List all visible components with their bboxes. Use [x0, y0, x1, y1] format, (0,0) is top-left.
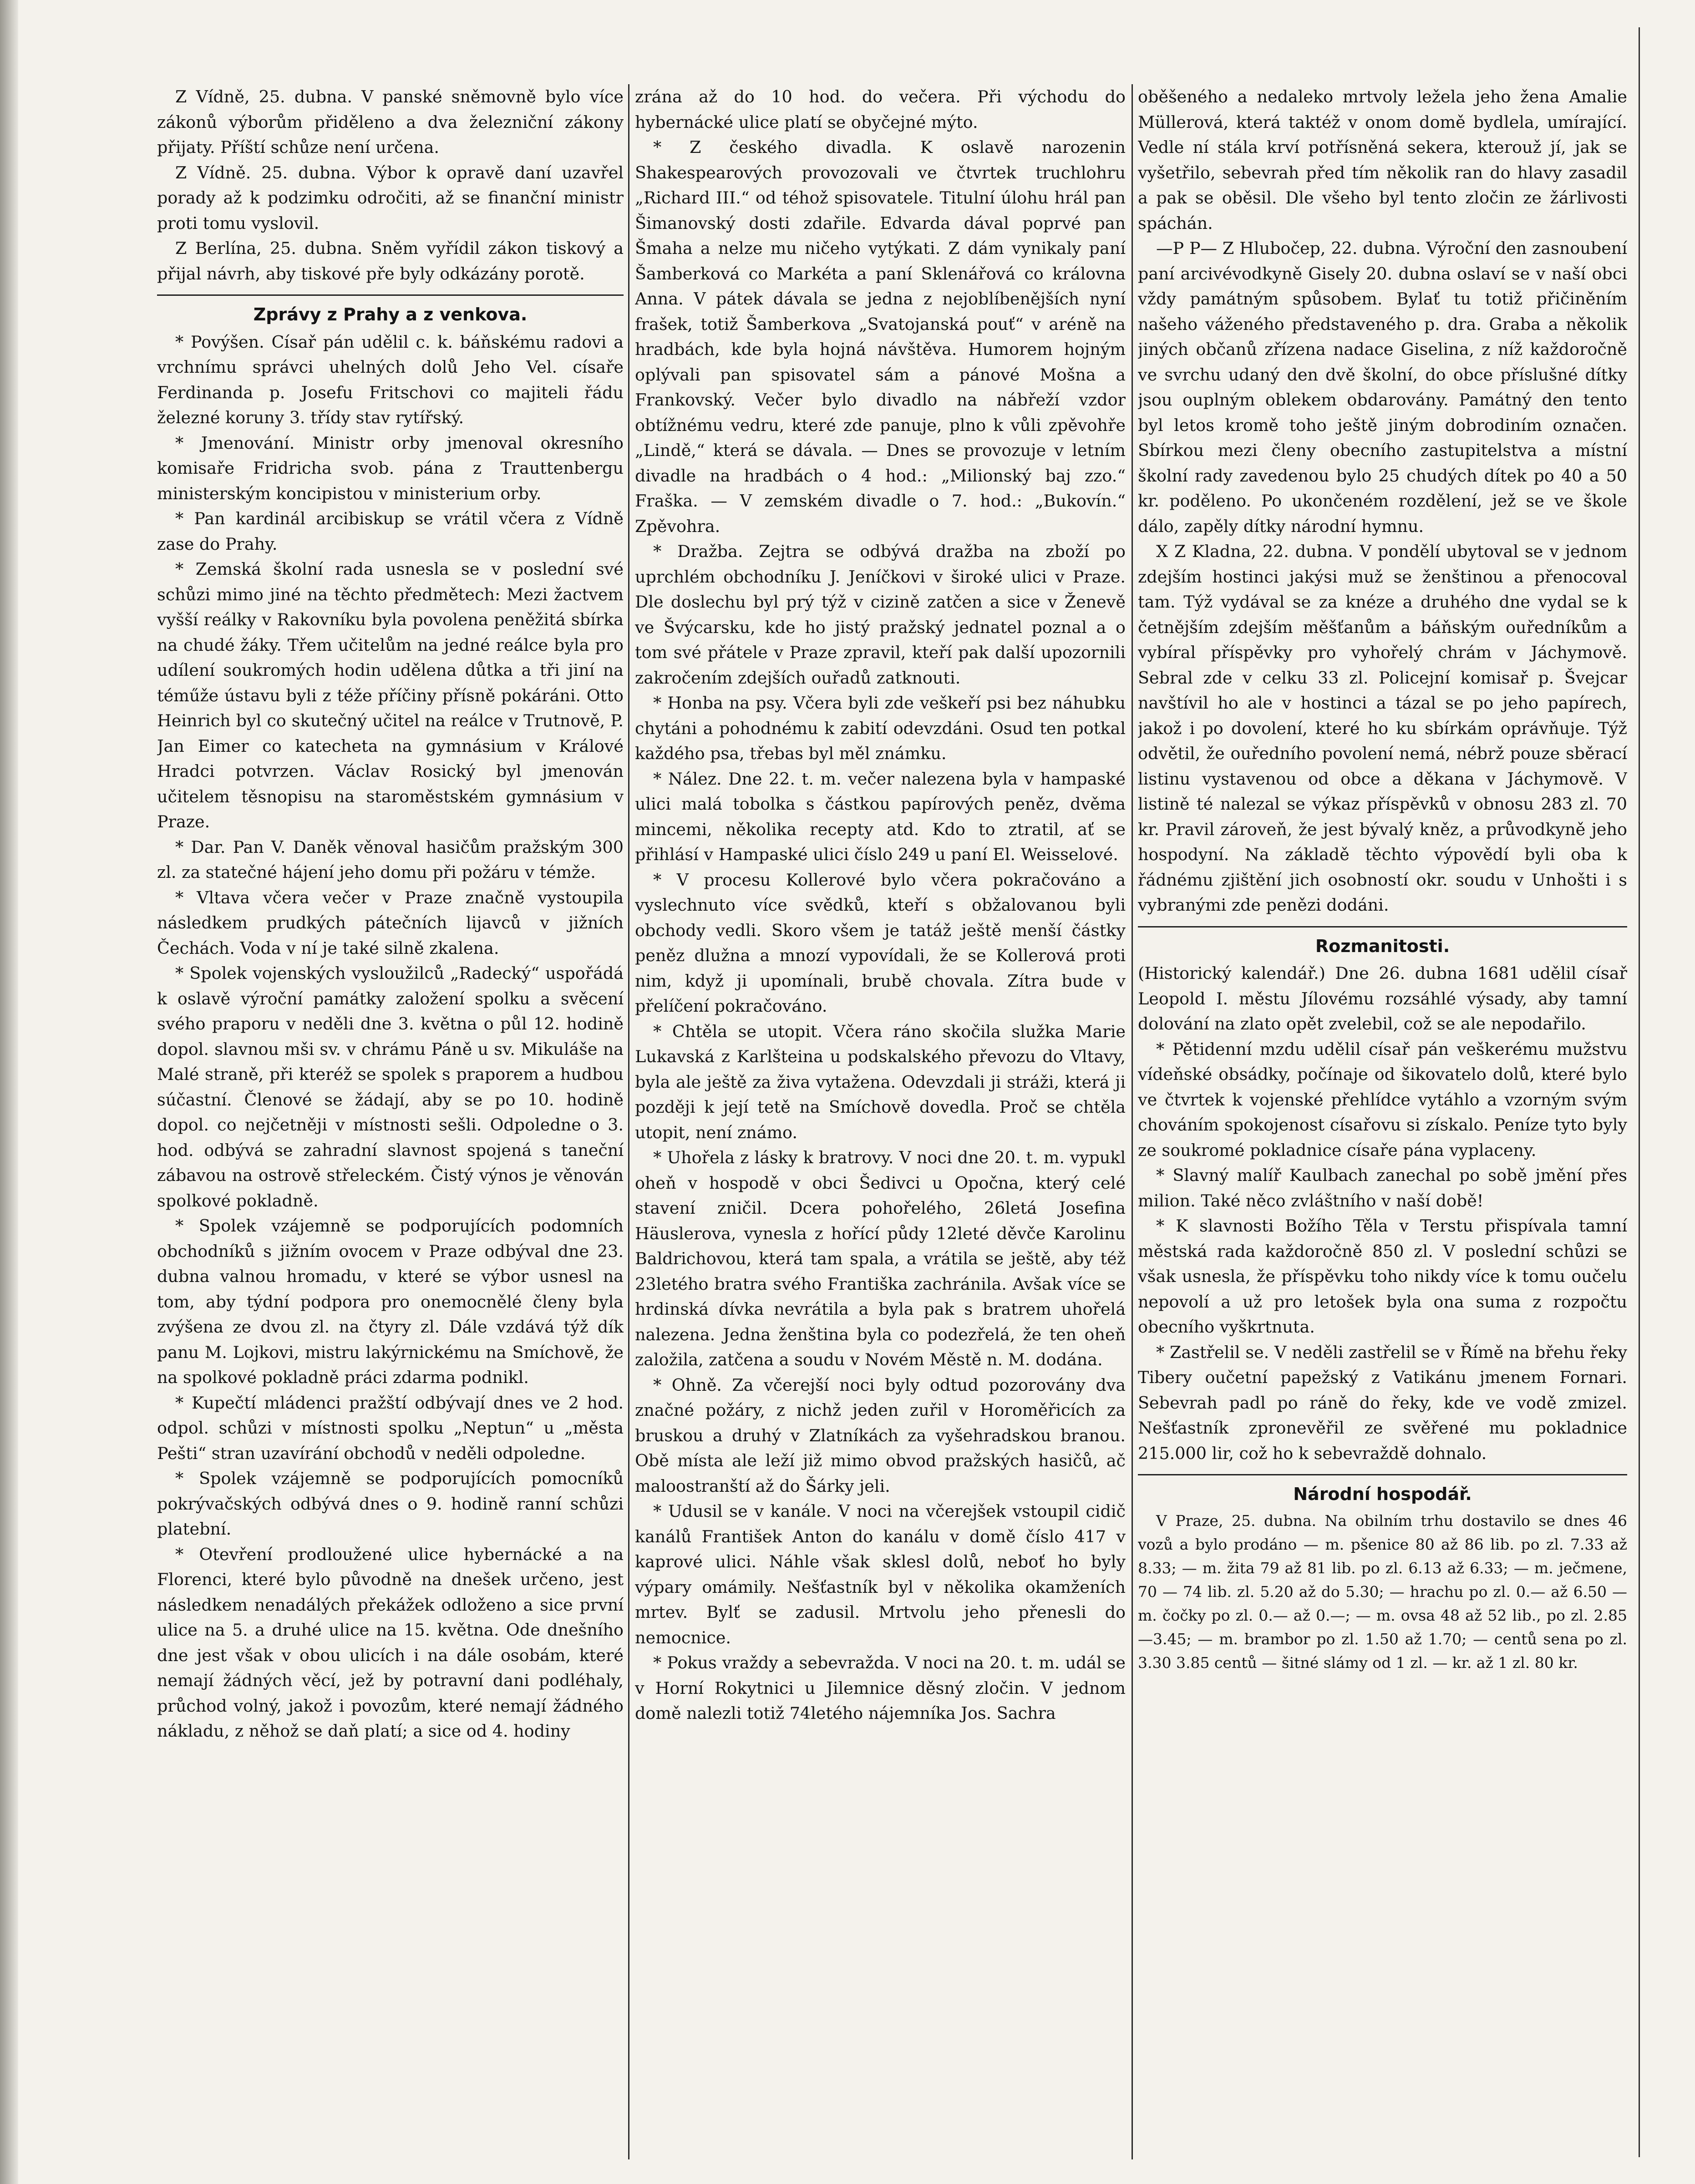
section-rule	[157, 294, 624, 296]
column-3	[1138, 84, 1627, 2159]
telegram-paragraph: Z Vídně, 25. dubna. V panské sněmovně bylo více zákonů výborům přiděleno a dva železniční zákony přijaty. Příští schůze není určena.	[157, 87, 624, 157]
news-item: (Historický kalendář.) Dne 26. dubna 1681 udělil císař Leopold I. městu Jílovému rozsáhlé výsady, aby tamní dolování na zlato opět zvelebil, což se ale nepodařilo.	[1138, 963, 1627, 1034]
news-item: * Nález. Dne 22. t. m. večer nalezena byla v hampaské ulici malá tobolka s částkou papírových peněz, dvěma mincemi, několika recepty atd. Kdo to ztratil, ať se přihlásí v Hampaské ulici číslo 249 u paní El. Weisselové.	[635, 769, 1126, 864]
news-item: * Zastřelil se. V neděli zastřelil se v Římě na břehu řeky Tibery oučetní papežský z Vatikánu jmenem Fornari. Sebevrah padl po ráně do řeky, kde ve vodě zmizel. Nešťastník zpronevěřil ze svěřené mu pokladnice 215.000 lir, což ho k sebevraždě dohnalo.	[1138, 1342, 1627, 1463]
news-item: * Ohně. Za včerejší noci byly odtud pozorovány dva značné požáry, z nichž jeden zuřil v Horoměřicích za bruskou a druhý v Zlatníkách za vyšehradskou branou. Obě místa ale leží již mimo obvod pražských hasičů, ač maloostranští až do Šárky jeli.	[635, 1375, 1126, 1496]
news-item: * Spolek vojenských vysloužilců „Radecký“ uspořádá k oslavě výroční památky založení spolku a svěcení svého praporu v neděli dne 3. května o půl 12. hodině dopol. slavnou mši sv. v chrámu Páně u sv. Mikuláše na Malé straně, při kteréž se spolek s praporem a hudbou súčastní. Členové se žádají, aby se po 10. hodině dopol. co nejčetněji v místnosti sešli. Odpoledne o 3. hod. odbývá se zahradní slavnost spojená s taneční zábavou na ostrově střeleckém. Čistý výnos je věnován spolkové pokladně.	[157, 963, 624, 1211]
column-divider	[1132, 84, 1133, 2159]
section-heading: Rozmanitosti.	[1315, 936, 1450, 956]
section-heading: Zprávy z Prahy a z venkova.	[253, 304, 528, 324]
news-item: * Udusil se v kanále. V noci na včerejšek vstoupil cidič kanálů František Anton do kanálu v domě číslo 417 v kaprové ulici. Náhle však sklesl dolů, neboť ho byly výpary omámily. Nešťastník byl v několika okamženích mrtev. Bylť se zadusil. Mrtvolu jeho přenesli do nemocnice.	[635, 1501, 1126, 1647]
news-item: * Spolek vzájemně se podporujících podomních obchodníků s jižním ovocem v Praze odbýval dne 23. dubna valnou hromadu, v které se výbor usnesl na tom, aby týdní podpora pro onemocnělé členy byla zvýšena ze dvou zl. na čtyry zl. Dále vzdává týž dík panu M. Lojkovi, mistru lakýrnickému na Smíchově, že na spolkové pokladně práci zdarma podnikl.	[157, 1216, 624, 1387]
news-item: X Z Kladna, 22. dubna. V pondělí ubytoval se v jednom zdejším hostinci jakýsi muž se ženštinou a přenocoval tam. Týž vydával se za knéze a druhého dne vydal se k četnějším zdejším měšťanům a báňským ouředníkům a vybíral příspěvky pro vyhořelý chrám v Jáchymově. Sebral zde v celku 33 zl. Policejní komisař p. Švejcar navštívil ho ale v hostinci a tázal se po jeho papírech, jakož i po dovolení, které ho ku sbírkám oprávňuje. Týž odvětil, že ouředního povolení nemá, nébrž pouze sběrací listinu vystavenou od obce a děkana v Jáchymově. V listině té nalezal se výkaz příspěvků v obnosu 283 zl. 70 kr. Pravil zároveň, že jest bývalý kněz, a průvodkyně jeho hospodyní. Na základě těchto výpovědí byli oba k řádnému zjištění jich osobností okr. soudu v Unhošti i s vybranými zde penězi dodáni.	[1138, 542, 1627, 915]
market-report: V Praze, 25. dubna. Na obilním trhu dostavilo se dnes 46 vozů a bylo prodáno — m. pšenice 80 až 86 lib. po zl. 7.33 až 8.33; — m. žita 79 až 81 lib. po zl. 6.13 až 6.33; — m. ječmene, 70 — 74 lib. zl. 5.20 až do 5.30; — hrachu po zl. 0.— až 6.50 — m. čočky po zl. 0.— až 0.—; — m. ovsa 48 až 52 lib., po zl. 2.85—3.45; — m. brambor po zl. 1.50 až 1.70; — centů sena po zl. 3.30 3.85 centů — šitné slámy od 1 zl. — kr. až 1 zl. 80 kr.	[1138, 1511, 1627, 1672]
section-rule	[1138, 926, 1627, 927]
news-item: * Dražba. Zejtra se odbývá dražba na zboží po uprchlém obchodníku J. Jeníčkovi v široké ulici v Praze. Dle doslechu byl prý týž v cizině zatčen a sice v Ženevě ve Švýcarsku, kde ho jistý pražský jednatel poznal a o tom své přátele v Praze zpravil, kteří pak další upozornili zakročením zdejších ouřadů zatknouti.	[635, 542, 1126, 688]
news-item: * Uhořela z lásky k bratrovy. V noci dne 20. t. m. vypukl oheň v hospodě v obci Šedivci u Opočna, který celé stavení zničil. Dcera pohořelého, 26letá Josefina Häuslerova, vynesla z hořící půdy 12leté děvče Karolinu Baldrichovou, která tam spala, a vrátila se ještě, aby též 23letého bratra svého Františka zachránila. Avšak více se hrdinská dívka nevrátila a byla pak s bratrem uhořelá nalezena. Jedna ženština byla co podezřelá, že ten oheň založila, zatčena a soudu v Novém Městě n. M. dodána.	[635, 1148, 1126, 1369]
page-border	[1639, 27, 1640, 2157]
scan-edge	[0, 0, 18, 2184]
news-item: * Zemská školní rada usnesla se v poslední své schůzi mimo jiné na těchto předmětech: Mezi žactvem vyšší reálky v Rakovníku byla povolena peněžitá sbírka na chudé žáky. Třem učitelům na jedné reálce byla pro udílení soukromých hodin udělena důtka a tři jiní na téműže ústavu byli z téže příčiny přísně pokáráni. Otto Heinrich byl co skutečný učitel na reálce v Trutnově, P. Jan Eimer co katecheta na gymnásium v Králové Hradci potvrzen. Václav Rosický byl jmenován učitelem těsnopisu na staroměstském gymnásium v Praze.	[157, 559, 624, 831]
news-item: * Chtěla se utopit. Včera ráno skočila služka Marie Lukavská z Karlšteina u podskalského převozu do Vltavy, byla ale ještě za živa vytažena. Odevzdali ji stráži, která ji později k její tetě na Smíchově dovedla. Proč se chtěla utopit, není známo.	[635, 1021, 1126, 1142]
news-item: * Slavný malíř Kaulbach zanechal po sobě jmění přes milion. Také něco zvláštního v naší době!	[1138, 1165, 1627, 1211]
telegram-paragraph: Z Berlína, 25. dubna. Sněm vyřídil zákon tiskový a přijal návrh, aby tiskové pře byly odkázány porotě.	[157, 238, 624, 284]
news-item: * Pětidenní mzdu udělil císař pán veškerému mužstvu vídeňské obsádky, počínaje od šikovatelo dolů, které bylo ve čtvrtek k vojenské přehlídce vytáhlo a vzorným svým chováním spokojenost císařovu si získalo. Peníze tyto byly ze soukromé pokladnice císaře pána vyplaceny.	[1138, 1039, 1627, 1160]
news-item: oběšeného a nedaleko mrtvoly ležela jeho žena Amalie Müllerová, která taktéž v onom domě bydlela, umírající. Vedle ní stála krví potřísněná sekera, kterouž jí, jak se vyšetřilo, sebevrah před tím několik ran do hlavy zasadil a pak se oběsil. Dle všeho byl tento zločin ze žárlivosti spáchán.	[1138, 87, 1627, 233]
news-item: * Kupečtí mládenci pražští odbývají dnes ve 2 hod. odpol. schůzi v místnosti spolku „Neptun“ u „města Pešti“ stran uzavírání obchodů v neděli odpoledne.	[157, 1393, 624, 1463]
news-item: * V procesu Kollerové bylo včera pokračováno a vyslechnuto více svědků, kteří s obžalovanou byli obchody vedli. Skoro všem je tatáž ještě menší částky peněz dlužna a mnozí vypovídali, že se Kollerová proti nim, když ji upomínali, brubě chovala. Zítra bude v přelíčení pokračováno.	[635, 870, 1126, 1016]
news-item: * Otevření prodloužené ulice hybernácké a na Florenci, které bylo původně na dnešek určeno, jest následkem nenadálých překážek odloženo a sice první ulice na 5. a druhé ulice na 15. května. Ode dnešního dne jest však v obou ulicích i na dále osobám, které nemají žádných věcí, jež by potravní dani podléhaly, průchod volný, jakož i povozům, které nemají žádného nákladu, z něhož se daň platí; a sice od 4. hodiny	[157, 1544, 624, 1741]
column-1	[157, 84, 624, 2159]
news-item: * Povýšen. Císař pán udělil c. k. báňskému radovi a vrchnímu správci uhelných dolů Jeho Vel. císaře Ferdinanda p. Josefu Fritschovi co majiteli řádu železné koruny 3. třídy stav rytířský.	[157, 332, 624, 427]
news-item: —P P— Z Hlubočep, 22. dubna. Výroční den zasnoubení paní arcivévodkyně Gisely 20. dubna oslaví se v naší obci vždy památným spůsobem. Bylať tu totiž přičiněním našeho váženého představeného p. dra. Graba a několik jiných občanů zřízena nadace Giselina, z níž každoročně ve svrchu udaný den dvě školní, do obce příslušné dítky jsou ouplným oblekem obdarovány. Památný den tento byl letos kromě toho ještě jiným dobrodiním označen. Sbírkou mezi členy obecního zastupitelstva a místní školní rady zavedenou bylo 25 chudých dítek po 40 a 50 kr. poděleno. Po ukončeném rozdělení, jež se ve škole dálo, zapěly dítky národní hymnu.	[1138, 238, 1627, 536]
news-item: * Pokus vraždy a sebevražda. V noci na 20. t. m. udál se v Horní Rokytnici u Jilemnice děsný zločin. V jednom domě nalezli totiž 74letého nájemníka Jos. Sachra	[635, 1653, 1126, 1723]
news-item: * Spolek vzájemně se podporujících pomocníků pokrývačských odbývá dnes o 9. hodině ranní schůzi platební.	[157, 1469, 624, 1539]
news-item: * Pan kardinál arcibiskup se vrátil včera z Vídně zase do Prahy.	[157, 509, 624, 554]
news-item: * Dar. Pan V. Daněk věnoval hasičům pražským 300 zl. za statečné hájení jeho domu při požáru v témže.	[157, 837, 624, 882]
news-item: * Honba na psy. Včera byli zde veškeří psi bez náhubku chytáni a pohodnému k zabití odevzdáni. Osud ten potkal každého psa, třebas byl měl známku.	[635, 693, 1126, 763]
news-item: * Z českého divadla. K oslavě narozenin Shakespearových provozovali ve čtvrtek truchlohru „Richard III.“ od téhož spisovatele. Titulní úlohu hrál pan Šimanovský dosti zdařile. Edvarda dával poprvé pan Šmaha a nelze mu ničeho vytýkati. Z dám vynikaly paní Šamberková co Markéta a paní Sklenářová co královna Anna. V pátek dávala se jedna z nejoblíbenějších nyní frašek, totiž Šamberkova „Svatojanská pouť“ v aréně na hradbách, kde byla hojná návštěva. Humorem hojným oplývali pan spisovatel sám a pánové Mošna a Frankovský. Večer bylo divadlo na nábřeží vzdor obtížnému vedru, které zde panuje, plno k vůli zpěvohře „Lindě,“ která se dávala. — Dnes se provozuje v letním divadle na hradbách o 4 hod.: „Milionský baj zzo.“ Fraška. — V zemském divadle o 7. hod.: „Bukovín.“ Zpěvohra.	[635, 137, 1126, 536]
news-item: zrána až do 10 hod. do večera. Při východu do hybernácké ulice platí se obyčejné mýto.	[635, 87, 1126, 132]
section-rule	[1138, 1474, 1627, 1475]
news-item: * Jmenování. Ministr orby jmenoval okresního komisaře Fridricha svob. pána z Trauttenbergu ministerským koncipistou v ministerium orby.	[157, 433, 624, 503]
section-heading: Národní hospodář.	[1293, 1484, 1472, 1504]
news-item: * K slavnosti Božího Těla v Terstu přispívala tamní městská rada každoročně 850 zl. V poslední schůzi se však usnesla, že příspěvku toho nikdy více k tomu oučelu nepovolí a už pro letošek byla ona suma z rozpočtu obecního vyškrtnuta.	[1138, 1216, 1627, 1337]
column-divider	[628, 84, 629, 2159]
news-item: * Vltava včera večer v Praze značně vystoupila následkem prudkých pátečních lijavců v jižních Čechách. Voda v ní je také silně zkalena.	[157, 887, 624, 958]
column-2	[635, 84, 1126, 2159]
telegram-paragraph: Z Vídně. 25. dubna. Výbor k opravě daní uzavřel porady až k podzimku odročiti, až se finanční ministr proti tomu vyslovil.	[157, 162, 624, 233]
